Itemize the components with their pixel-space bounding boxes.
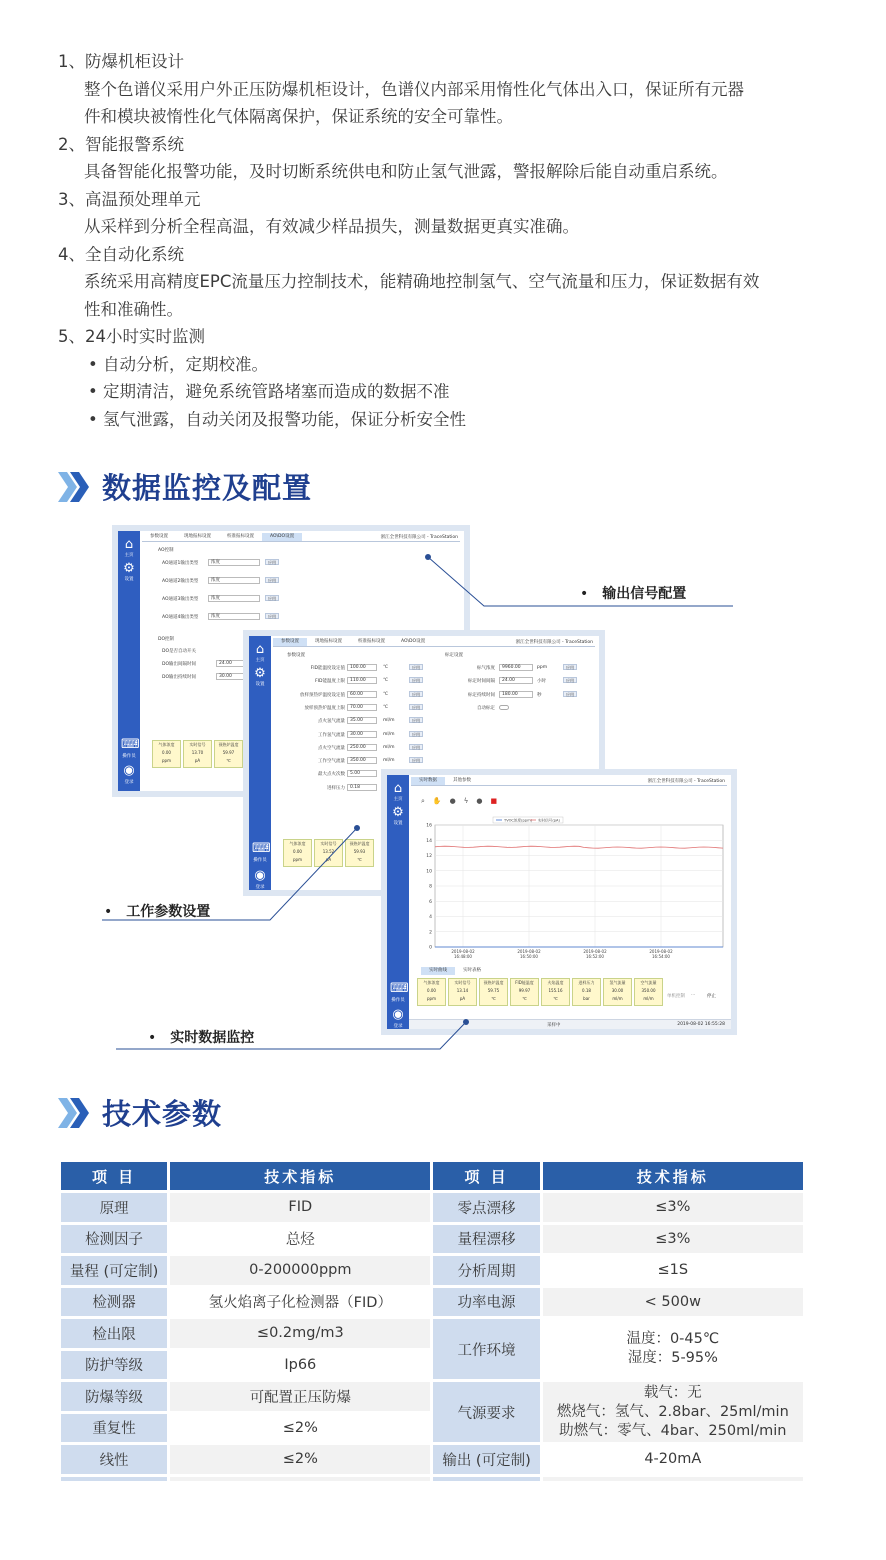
table-row <box>61 1256 803 1285</box>
spec-value: ≤3% <box>543 1225 803 1254</box>
reading-tile: 预热炉温度 59.97 ℃ <box>214 740 243 768</box>
sidebar <box>118 531 140 791</box>
sidebar <box>249 636 271 890</box>
param-unit: ℃ <box>383 665 389 670</box>
x-tick-label: 2019-08-02 <box>517 949 541 954</box>
feature-text: 系统采用高精度EPC流量压力控制技术，能精确地控制氢气、空气流量和压力，保证数据有效 <box>84 272 760 291</box>
section-title: 技术参数 <box>102 1097 223 1131</box>
spec-value <box>170 1477 430 1481</box>
feature-bullet: • 氢气泄露，自动关闭及报警功能，保证分析安全性 <box>58 406 818 434</box>
param-unit: ml/m <box>383 744 395 750</box>
nav-operator-label: 操作员 <box>391 998 405 1003</box>
spec-value <box>543 1477 803 1481</box>
table-row <box>61 1382 803 1411</box>
flash-icon[interactable]: ϟ <box>463 797 477 805</box>
y-tick-label: 10 <box>426 869 432 875</box>
nav-settings-label: 设置 <box>393 821 403 826</box>
double-chevron-icon <box>58 470 90 504</box>
apply-button[interactable]: 应用 <box>265 595 279 601</box>
table-row <box>61 1445 803 1474</box>
stop-icon[interactable]: ■ <box>490 797 506 805</box>
ao-type-select[interactable]: 浓度 <box>208 559 260 566</box>
user-icon[interactable]: ◉ <box>123 763 135 778</box>
table-row <box>61 1288 803 1317</box>
nav-operator-label: 操作员 <box>253 858 267 863</box>
apply-button[interactable]: 应用 <box>265 559 279 565</box>
feature-text: 从采样到分析全程高温，有效减少样品损失，测量数据更真实准确。 <box>84 217 579 236</box>
calib-header: 标定设置 <box>445 653 463 658</box>
tab-aodo[interactable]: AO\DO设置 <box>262 533 302 541</box>
y-tick-label: 16 <box>426 823 432 829</box>
status-bar <box>409 1019 731 1029</box>
calib-input[interactable]: 24.00 <box>499 677 533 684</box>
param-unit: ml/m <box>383 758 395 764</box>
table-row <box>61 1225 803 1254</box>
tab-params[interactable]: 参数设置 <box>273 638 307 646</box>
spec-value: ≤2% <box>170 1414 430 1443</box>
y-tick-label: 12 <box>426 854 432 859</box>
spec-value: FID <box>170 1193 430 1222</box>
company-name: 浙江全世科技有限公司 - TraceStation <box>515 640 593 645</box>
feature-3 <box>58 186 818 241</box>
spec-value: ≤1S <box>543 1256 803 1285</box>
gas-line: 助燃气：零气、4bar、250ml/min <box>559 1422 787 1439</box>
spec-key: 量程 (可定制) <box>61 1256 167 1285</box>
y-tick-label: 8 <box>429 884 432 890</box>
home-icon[interactable]: ⌂ <box>124 537 134 552</box>
spec-key-gas: 气源要求 <box>433 1382 539 1442</box>
spec-key: 检测因子 <box>61 1225 167 1254</box>
param-label: 点火空气流量 <box>318 745 345 751</box>
param-input[interactable]: 30.00 <box>347 731 377 738</box>
param-input[interactable]: 70.00 <box>347 704 377 711</box>
param-unit: ℃ <box>383 678 389 684</box>
y-tick-label: 6 <box>429 899 432 905</box>
feature-5 <box>58 323 818 433</box>
ao-type-select[interactable]: 浓度 <box>208 577 260 584</box>
nav-settings-label: 设置 <box>255 682 265 687</box>
nav-home-label: 主页 <box>124 553 134 558</box>
calib-unit: ppm <box>537 665 548 670</box>
spec-key: 防护等级 <box>61 1351 167 1380</box>
tab-params[interactable]: 参数设置 <box>150 534 168 539</box>
nav-home-label: 主页 <box>255 658 265 663</box>
home-icon[interactable]: ⌂ <box>255 642 265 657</box>
env-line: 温度：0-45℃ <box>626 1331 720 1347</box>
reading-tile: 实时信号 13.70 pA <box>183 740 212 768</box>
spec-value: 总烃 <box>170 1225 430 1254</box>
spec-key: 功率电源 <box>433 1288 539 1317</box>
spec-key: 原理 <box>61 1193 167 1222</box>
header-spec: 技术指标 <box>543 1162 803 1190</box>
spec-key: 量程漂移 <box>433 1225 539 1254</box>
minus-icon[interactable]: ● <box>449 797 464 805</box>
calib-label: 标定时间间隔 <box>468 679 495 685</box>
feature-text: 整个色谱仪采用户外正压防爆机柜设计，色谱仪内部采用惰性化气体出入口，保证所有元器 <box>84 79 744 99</box>
x-tick-label: 2019-08-02 <box>649 949 673 954</box>
table-header-row <box>61 1162 803 1190</box>
spec-value-env <box>543 1319 803 1379</box>
tab-calib-alarm[interactable]: 校准报标设置 <box>358 639 385 644</box>
reading-tile: 空气流量 350.00 ml/m <box>634 978 663 1006</box>
realtime-chart <box>417 815 729 963</box>
param-input[interactable]: 250.00 <box>347 744 377 751</box>
spec-key: 检出限 <box>61 1319 167 1348</box>
do-row-label: DO输出间隔时间 <box>162 662 197 667</box>
param-unit: ml/m <box>383 731 395 737</box>
reading-tile: 实时信号 13.52 pA <box>314 839 343 867</box>
x-tick-label: 16:48:00 <box>454 954 472 959</box>
param-input[interactable]: 110.00 <box>347 677 377 684</box>
tab-curve[interactable]: 实时曲线 <box>421 967 455 975</box>
ao-row-label: AO通道3输出类型 <box>162 597 199 602</box>
y-tick-label: 14 <box>426 838 432 844</box>
do-duration-input[interactable]: 30.00 <box>216 673 246 680</box>
reading-tile: 进样压力 0.18 bar <box>572 978 601 1006</box>
tab-field-alarm[interactable]: 现地报标设置 <box>315 639 342 644</box>
apply-button[interactable]: 应用 <box>409 691 423 697</box>
spec-value: Ip66 <box>170 1351 430 1380</box>
tab-field-alarm[interactable]: 现地报标设置 <box>184 534 211 539</box>
x-tick-label: 2019-08-02 <box>451 949 475 954</box>
apply-button[interactable]: 应用 <box>409 677 423 683</box>
tab-other-params[interactable]: 其他参数 <box>453 778 471 783</box>
reading-tile: 预热炉温度 59.93 ℃ <box>345 839 374 867</box>
chart-view-tabs <box>421 967 489 975</box>
reading-tile: 气体浓度 0.00 ppm <box>283 839 312 867</box>
nav-settings-label: 设置 <box>124 577 134 582</box>
ao-type-select[interactable]: 浓度 <box>208 595 260 602</box>
env-line: 湿度：5-95% <box>627 1350 718 1366</box>
y-tick-label: 4 <box>429 915 432 920</box>
param-label: 放样预热炉温度设定值 <box>300 692 345 698</box>
feature-text: 具备智能化报警功能，及时切断系统供电和防止氢气泄露，警报解除后能自动重启系统。 <box>84 162 728 181</box>
apply-button[interactable]: 应用 <box>409 757 423 763</box>
table-row <box>61 1319 803 1348</box>
keyboard-icon[interactable]: ⌨ <box>390 981 409 996</box>
section-heading-specs <box>58 1092 222 1133</box>
feature-bullet: • 自动分析，定期校准。 <box>58 351 818 379</box>
single-control-button[interactable]: 单机控制 <box>667 994 685 999</box>
param-input[interactable]: 35.00 <box>347 717 377 724</box>
keyboard-icon[interactable]: ⌨ <box>252 841 271 856</box>
tab-realtime[interactable]: 实时数据 <box>411 777 445 785</box>
reading-tile: FID能温度 99.97 ℃ <box>510 978 539 1006</box>
auto-calib-toggle[interactable] <box>499 705 509 710</box>
param-label: FID能温度设定值 <box>310 666 345 671</box>
table-row <box>61 1193 803 1222</box>
param-input[interactable]: 100.00 <box>347 664 377 671</box>
spec-value: ≤2% <box>170 1445 430 1474</box>
do-row-label: DO输出持续时间 <box>162 675 197 680</box>
feature-title: 5、24小时实时监测 <box>58 327 205 346</box>
feature-2 <box>58 131 818 186</box>
header-spec: 技术指标 <box>170 1162 430 1190</box>
feature-1 <box>58 48 818 131</box>
feature-bullet: • 定期清洁，避免系统管路堵塞而造成的数据不准 <box>58 378 818 406</box>
calib-unit: 秒 <box>537 692 542 698</box>
param-label: 进样压力 <box>327 785 345 791</box>
feature-list <box>58 48 818 433</box>
apply-button[interactable]: 应用 <box>409 744 423 750</box>
nav-home-label: 主页 <box>393 797 403 802</box>
spec-key: 线性 <box>61 1445 167 1474</box>
nav-logout-label: 登录 <box>124 780 134 785</box>
spec-table <box>58 1159 806 1484</box>
calib-input[interactable]: 9960.00 <box>499 664 533 671</box>
reading-tiles <box>417 978 663 1006</box>
callout-realtime: • 实时数据监控 <box>148 1027 254 1047</box>
reading-tile: 气体浓度 0.00 ppm <box>417 978 446 1006</box>
ao-row-label: AO通道2输出类型 <box>162 579 199 584</box>
apply-button[interactable]: 应用 <box>409 704 423 710</box>
reading-tile: 氢气流量 30.00 ml/m <box>603 978 632 1006</box>
user-icon[interactable]: ◉ <box>254 868 266 883</box>
param-input[interactable]: 60.00 <box>347 691 377 698</box>
gear-icon[interactable]: ⚙ <box>123 561 135 576</box>
apply-button[interactable]: 应用 <box>409 717 423 723</box>
feature-text: 性和准确性。 <box>84 299 183 319</box>
param-label: 最大点火次数 <box>318 772 345 778</box>
calib-input[interactable]: 180.00 <box>499 691 533 698</box>
calib-label: 标定持续时间 <box>468 692 495 698</box>
tab-aodo[interactable]: AO\DO设置 <box>401 639 426 644</box>
apply-button[interactable]: 应用 <box>409 664 423 670</box>
spec-value: 4-20mA <box>543 1445 803 1474</box>
spec-key: 分析周期 <box>433 1256 539 1285</box>
ao-type-select[interactable]: 浓度 <box>208 613 260 620</box>
y-tick-label: 0 <box>429 945 432 951</box>
feature-text: 件和模块被惰性化气体隔离保护，保证系统的安全可靠性。 <box>84 107 513 126</box>
nav-logout-label: 登录 <box>393 1024 403 1029</box>
feature-title: 2、智能报警系统 <box>58 134 184 154</box>
param-label: 工作氢气流量 <box>318 732 345 738</box>
double-chevron-icon <box>58 1096 90 1130</box>
pan-icon[interactable]: ✋ <box>432 797 450 805</box>
header-item: 项 目 <box>61 1162 167 1190</box>
more-button[interactable]: ··· <box>691 993 696 998</box>
tab-table[interactable]: 实时表格 <box>463 968 481 973</box>
company-name: 浙江全世科技有限公司 - TraceStation <box>380 535 458 540</box>
spec-key <box>61 1477 167 1481</box>
gear-icon[interactable]: ⚙ <box>254 666 266 681</box>
spec-key: 检测器 <box>61 1288 167 1317</box>
callout-param-config: • 工作参数设置 <box>104 901 210 921</box>
ao-row-label: AO通道4输出类型 <box>162 615 199 620</box>
user-icon[interactable]: ◉ <box>392 1007 404 1022</box>
nav-operator-label: 操作员 <box>122 754 136 759</box>
apply-button[interactable]: 应用 <box>563 664 577 670</box>
reading-tiles <box>283 839 374 867</box>
status-time: 2019-08-02 16:55:28 <box>677 1022 725 1027</box>
param-unit: ℃ <box>383 704 389 710</box>
reading-tile: 实时信号 13.14 pA <box>448 978 477 1006</box>
ao-header: AO控制 <box>158 548 174 553</box>
x-tick-label: 16:54:00 <box>652 954 670 959</box>
chart-toolbar <box>421 797 505 806</box>
legend-label: TVOC浓度(ppm) <box>504 818 532 823</box>
param-header: 参数设置 <box>287 653 305 658</box>
status-text: 采样中 <box>547 1023 561 1028</box>
feature-title: 3、高温预处理单元 <box>58 189 201 209</box>
table-row-tail <box>61 1477 803 1481</box>
feature-4 <box>58 241 818 324</box>
spec-key: 重复性 <box>61 1414 167 1443</box>
sidebar <box>387 775 409 1029</box>
param-unit: ℃ <box>383 691 389 697</box>
param-label: FID能温度上限 <box>315 679 345 685</box>
tab-calib-alarm[interactable]: 校准报标设置 <box>227 534 254 539</box>
apply-button[interactable]: 应用 <box>563 691 577 697</box>
param-unit: ml/m <box>383 718 395 724</box>
spec-key: 防爆等级 <box>61 1382 167 1411</box>
do-row-label: DO是否自动开关 <box>162 649 197 654</box>
apply-button[interactable]: 应用 <box>563 677 577 683</box>
spec-value: 可配置正压防爆 <box>170 1382 430 1411</box>
param-label: 工作空气流量 <box>318 759 345 765</box>
screenshot-realtime-monitor <box>381 769 737 1035</box>
param-input[interactable]: 5.00 <box>347 770 377 777</box>
section-title: 数据监控及配置 <box>102 471 313 505</box>
apply-button[interactable]: 应用 <box>265 577 279 583</box>
spec-value: ≤3% <box>543 1193 803 1222</box>
spec-value: ≤0.2mg/m3 <box>170 1319 430 1348</box>
spec-value-gas <box>543 1382 803 1442</box>
gas-line: 载气：无 <box>643 1384 702 1401</box>
param-label: 放样预热炉温度上限 <box>304 705 345 711</box>
company-name: 浙江全世科技有限公司 - TraceStation <box>647 779 725 784</box>
calib-label: 标气浓度 <box>477 666 495 671</box>
stop-button[interactable]: 停止 <box>707 994 716 999</box>
spec-value: 氢火焰离子化检测器（FID） <box>170 1288 430 1317</box>
callout-output-config: • 输出信号配置 <box>580 583 686 603</box>
apply-button[interactable]: 应用 <box>265 613 279 619</box>
calib-unit: 小时 <box>537 679 546 685</box>
feature-title: 4、全自动化系统 <box>58 244 184 264</box>
home-icon[interactable]: ⌂ <box>393 781 403 796</box>
calib-label: 自动标定 <box>477 705 495 711</box>
record-icon[interactable]: ● <box>476 797 491 805</box>
spec-key <box>433 1477 539 1481</box>
apply-button[interactable]: 应用 <box>409 731 423 737</box>
param-input[interactable]: 0.18 <box>347 784 377 791</box>
ao-row-label: AO通道1输出类型 <box>162 561 199 566</box>
reading-tile: 预热炉温度 59.75 ℃ <box>479 978 508 1006</box>
y-tick-label: 2 <box>429 930 432 936</box>
nav-logout-label: 登录 <box>255 885 265 890</box>
x-tick-label: 16:50:00 <box>520 954 538 959</box>
zoom-icon[interactable]: ⌕ <box>421 797 433 805</box>
gear-icon[interactable]: ⚙ <box>392 805 404 820</box>
reading-tile: 火焰温度 155.16 ℃ <box>541 978 570 1006</box>
param-label: 点火氢气流量 <box>318 719 345 725</box>
do-interval-input[interactable]: 24.00 <box>216 660 246 667</box>
spec-value: < 500w <box>543 1288 803 1317</box>
spec-key: 零点漂移 <box>433 1193 539 1222</box>
legend-label: 实时信号(pA) <box>538 818 560 823</box>
param-input[interactable]: 350.00 <box>347 757 377 764</box>
spec-value: 0-200000ppm <box>170 1256 430 1285</box>
header-item: 项 目 <box>433 1162 539 1190</box>
x-tick-label: 2019-08-02 <box>583 949 607 954</box>
reading-tile: 气体浓度 0.00 ppm <box>152 740 181 768</box>
section-heading-monitoring <box>58 466 312 507</box>
gas-line: 燃烧气：氢气、2.8bar、25ml/min <box>556 1403 789 1420</box>
do-header: DO控制 <box>158 637 175 642</box>
feature-title: 1、防爆机柜设计 <box>58 52 184 71</box>
keyboard-icon[interactable]: ⌨ <box>121 737 140 752</box>
spec-key: 输出 (可定制) <box>433 1445 539 1474</box>
x-tick-label: 16:52:00 <box>586 954 604 959</box>
reading-tiles <box>152 740 243 768</box>
spec-key-env: 工作环境 <box>433 1319 539 1379</box>
